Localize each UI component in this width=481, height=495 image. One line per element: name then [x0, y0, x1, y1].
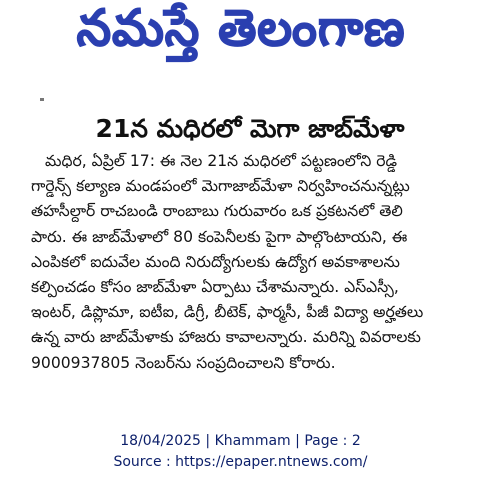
article-line: తహసీల్దార్ రాచబండి రాంబాబు గురువారం ఒక ప్రకటనలో తెలి: [31, 202, 403, 221]
article-line: ఎంపికలో ఐదువేల మంది నిరుద్యోగులకు ఉద్యోగ అవకాశాలను: [31, 252, 400, 271]
article-line: ఉన్న వారు జాబ్‌మేళాకు హాజరు కావాలన్నారు. మరిన్ని వివరాలకు: [31, 328, 421, 347]
article-headline: 21న మధిరలో మెగా జాబ్‌మేళా: [95, 114, 405, 143]
divider-mark: [40, 98, 44, 101]
article-line: గార్డెన్స్ కల్యాణ మండపంలో మెగాజాబ్‌మేళా నిర్వహించనున్నట్లు: [31, 177, 410, 196]
newspaper-masthead: నమస్తే తెలంగాణ: [76, 0, 406, 57]
article-line: 9000937805 నెంబర్‌ను సంప్రదించాలని కోరారు.: [31, 353, 336, 372]
article-body: [31, 149, 461, 376]
source-link[interactable]: Source : https://epaper.ntnews.com/: [113, 454, 368, 470]
article-line: మధిర, ఏప్రిల్ 17: ఈ నెల 21న మధిరలో పట్టణంలోని రెడ్డి: [45, 152, 398, 170]
clipping-footer: [0, 431, 481, 473]
article-line: పారు. ఈ జాబ్‌మేళాలో 80 కంపెనీలకు పైగా పాల్గొంటాయని, ఈ: [31, 227, 408, 246]
publication-meta: 18/04/2025 | Khammam | Page : 2: [120, 433, 361, 449]
article-line: కల్పించడం కోసం జాబ్‌మేళా ఏర్పాటు చేశామన్నారు. ఎస్ఎస్సీ,: [31, 277, 399, 296]
article-line: ఇంటర్, డిప్లొమా, ఐటీఐ, డిగ్రీ, బీటెక్, ఫార్మసీ, పీజీ విద్యా అర్హతలు: [31, 303, 424, 322]
